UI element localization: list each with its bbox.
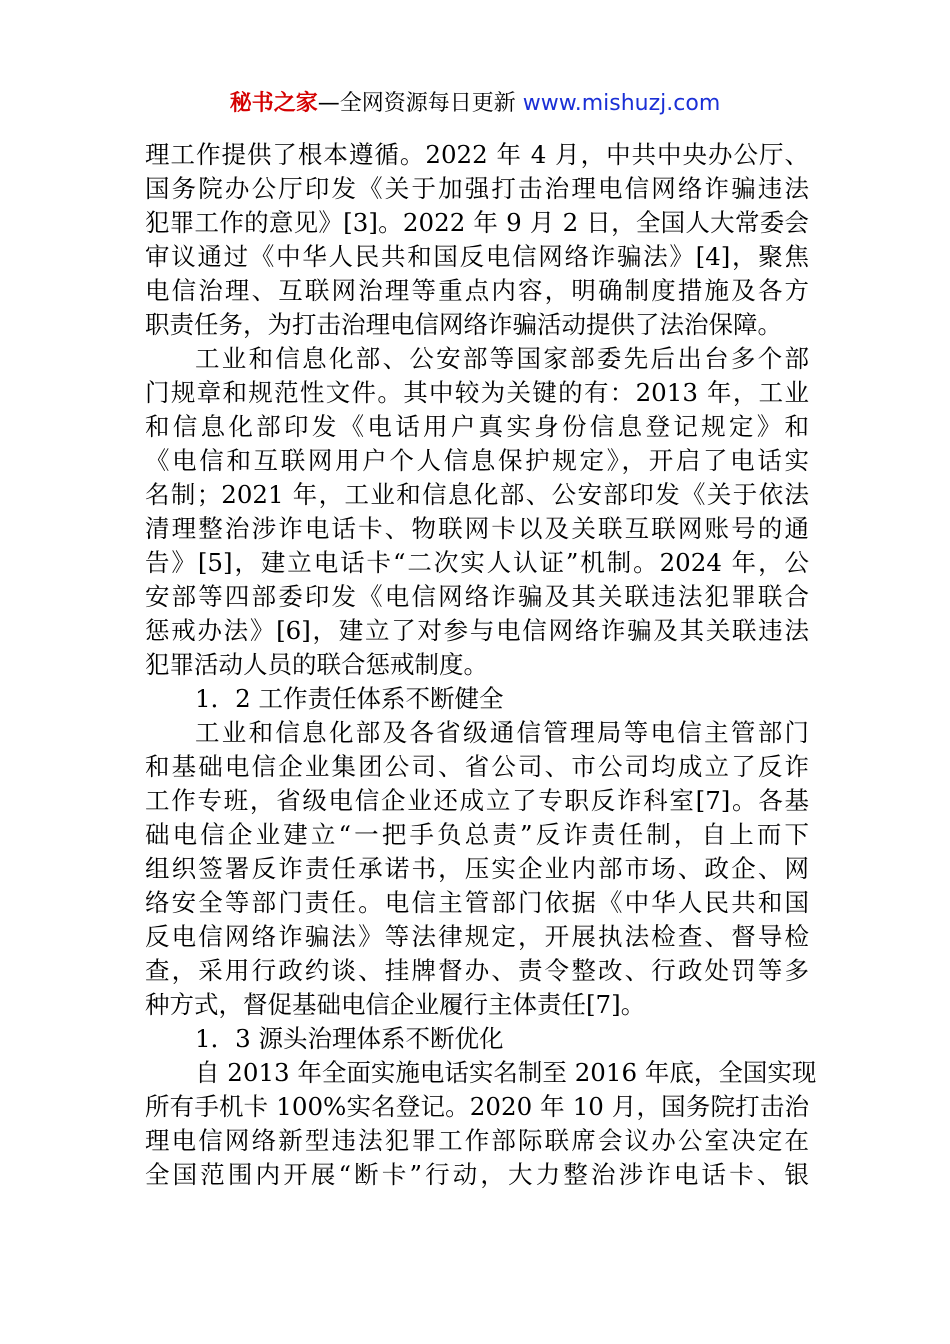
text-line: 门规章和规范性文件。其中较为关键的有：2013 年，工业 (145, 378, 809, 407)
text-line: 安部等四部委印发《电信网络诈骗及其关联违法犯罪联合 (145, 582, 809, 611)
site-brand: 秘书之家 (229, 91, 318, 116)
text-line: 职责任务，为打击治理电信网络诈骗活动提供了法治保障。 (145, 310, 782, 339)
text-line: 《电信和互联网用户个人信息保护规定》，开启了电话实 (145, 446, 809, 475)
text-line: 工业和信息化部及各省级通信管理局等电信主管部门 (195, 718, 809, 747)
text-line: 犯罪工作的意见》[3]。2022 年 9 月 2 日，全国人大常委会 (145, 208, 809, 237)
text-line: 种方式，督促基础电信企业履行主体责任[7]。 (145, 990, 646, 1019)
document-body (145, 138, 817, 1192)
text-line: 名制；2021 年，工业和信息化部、公安部印发《关于依法 (145, 480, 809, 509)
text-line: 犯罪活动人员的联合惩戒制度。 (145, 650, 488, 679)
text-line: 组织签署反诈责任承诺书，压实企业内部市场、政企、网 (145, 854, 809, 883)
text-line: 惩戒办法》[6]，建立了对参与电信网络诈骗及其关联违法 (145, 616, 809, 645)
text-line: 查，采用行政约谈、挂牌督办、责令整改、行政处罚等多 (145, 956, 809, 985)
text-line: 国务院办公厅印发《关于加强打击治理电信网络诈骗违法 (145, 174, 809, 203)
text-line: 络安全等部门责任。电信主管部门依据《中华人民共和国 (145, 888, 809, 917)
text-line: 工作专班，省级电信企业还成立了专职反诈科室[7]。各基 (145, 786, 809, 815)
text-line: 全国范围内开展“断卡”行动，大力整治涉诈电话卡、银 (145, 1160, 809, 1189)
text-line: 电信治理、互联网治理等重点内容，明确制度措施及各方 (145, 276, 809, 305)
site-tagline: —全网资源每日更新 (317, 91, 523, 116)
text-line: 反电信网络诈骗法》等法律规定，开展执法检查、督导检 (145, 922, 809, 951)
text-line: 础电信企业建立“一把手负总责”反诈责任制，自上而下 (145, 820, 809, 849)
text-line: 理电信网络新型违法犯罪工作部际联席会议办公室决定在 (145, 1126, 809, 1155)
text-line: 自 2013 年全面实施电话实名制至 2016 年底，全国实现 (195, 1058, 817, 1087)
text-line: 所有手机卡 100%实名登记。2020 年 10 月，国务院打击治 (145, 1092, 809, 1121)
text-line: 和信息化部印发《电话用户真实身份信息登记规定》和 (145, 412, 809, 441)
text-line: 和基础电信企业集团公司、省公司、市公司均成立了反诈 (145, 752, 809, 781)
section-heading: 1．2 工作责任体系不断健全 (195, 684, 504, 713)
text-line: 审议通过《中华人民共和国反电信网络诈骗法》[4]，聚焦 (145, 242, 809, 271)
text-line: 理工作提供了根本遵循。2022 年 4 月，中共中央办公厅、 (145, 140, 809, 169)
section-heading: 1．3 源头治理体系不断优化 (195, 1024, 504, 1053)
site-url-link[interactable]: www.mishuzj.com (522, 91, 721, 116)
text-line: 清理整治涉诈电话卡、物联网卡以及关联互联网账号的通 (145, 514, 809, 543)
text-line: 工业和信息化部、公安部等国家部委先后出台多个部 (195, 344, 809, 373)
site-header (0, 88, 950, 120)
text-line: 告》[5]，建立电话卡“二次实人认证”机制。2024 年，公 (145, 548, 809, 577)
